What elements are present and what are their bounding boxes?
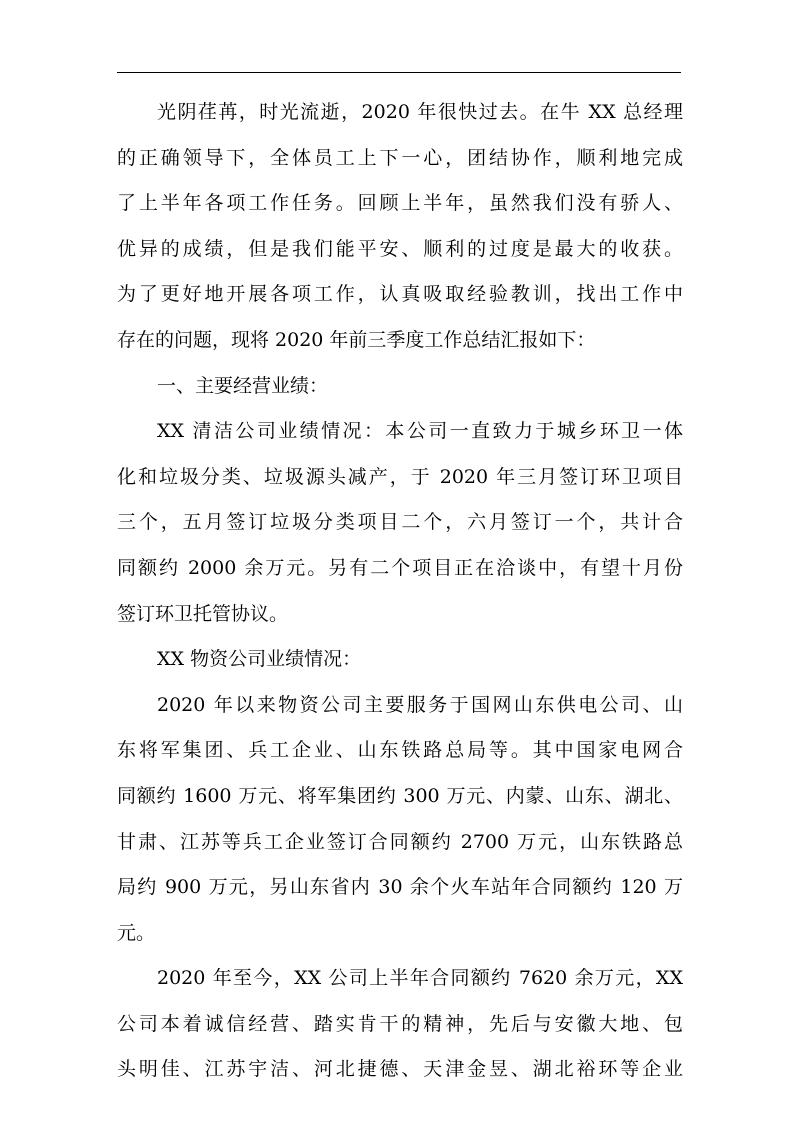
text-line: 元。 xyxy=(117,921,156,944)
body-text xyxy=(117,90,683,1093)
text-line: 光阴荏苒，时光流逝，2020 年很快过去。在牛 XX 总经理 xyxy=(157,101,683,123)
text-line: 三个，五月签订垃圾分类项目二个，六月签订一个，共计合 xyxy=(117,511,683,534)
text-line: 了上半年各项工作任务。回顾上半年，虽然我们没有骄人、 xyxy=(117,192,683,215)
text-line: 为了更好地开展各项工作，认真吸取经验教训，找出工作中 xyxy=(117,283,683,306)
text-line: 甘肃、江苏等兵工企业签订合同额约 2700 万元，山东铁路总 xyxy=(117,830,683,853)
text-line: 的正确领导下，全体员工上下一心，团结协作，顺利地完成 xyxy=(117,146,683,169)
text-line: 存在的问题，现将 2020 年前三季度工作总结汇报如下： xyxy=(117,328,596,351)
text-line: 2020 年以来物资公司主要服务于国网山东供电公司、山 xyxy=(157,693,683,716)
text-line: 东将军集团、兵工企业、山东铁路总局等。其中国家电网合 xyxy=(117,739,683,762)
text-line: 局约 900 万元，另山东省内 30 余个火车站年合同额约 120 万 xyxy=(117,876,683,899)
text-line: 头明佳、江苏宇洁、河北捷德、天津金昱、湖北裕环等企业 xyxy=(117,1058,683,1081)
text-line: 化和垃圾分类、垃圾源头减产，于 2020 年三月签订环卫项目 xyxy=(117,465,683,488)
subsection-heading: XX 物资公司业绩情况： xyxy=(157,648,362,671)
text-line: 公司本着诚信经营、踏实肯干的精神，先后与安徽大地、包 xyxy=(117,1012,683,1035)
text-line: 签订环卫托管协议。 xyxy=(117,602,289,625)
text-line: 同额约 1600 万元、将军集团约 300 万元、内蒙、山东、湖北、 xyxy=(117,784,683,807)
text-line: 同额约 2000 余万元。另有二个项目正在洽谈中，有望十月份 xyxy=(117,556,683,579)
section-heading: 一、主要经营业绩： xyxy=(157,374,329,397)
header-rule xyxy=(117,72,681,73)
text-line: 优异的成绩，但是我们能平安、顺利的过度是最大的收获。 xyxy=(117,237,683,260)
text-line: XX 清洁公司业绩情况：本公司一直致力于城乡环卫一体 xyxy=(157,420,683,443)
text-line: 2020 年至今，XX 公司上半年合同额约 7620 余万元，XX xyxy=(157,967,683,990)
